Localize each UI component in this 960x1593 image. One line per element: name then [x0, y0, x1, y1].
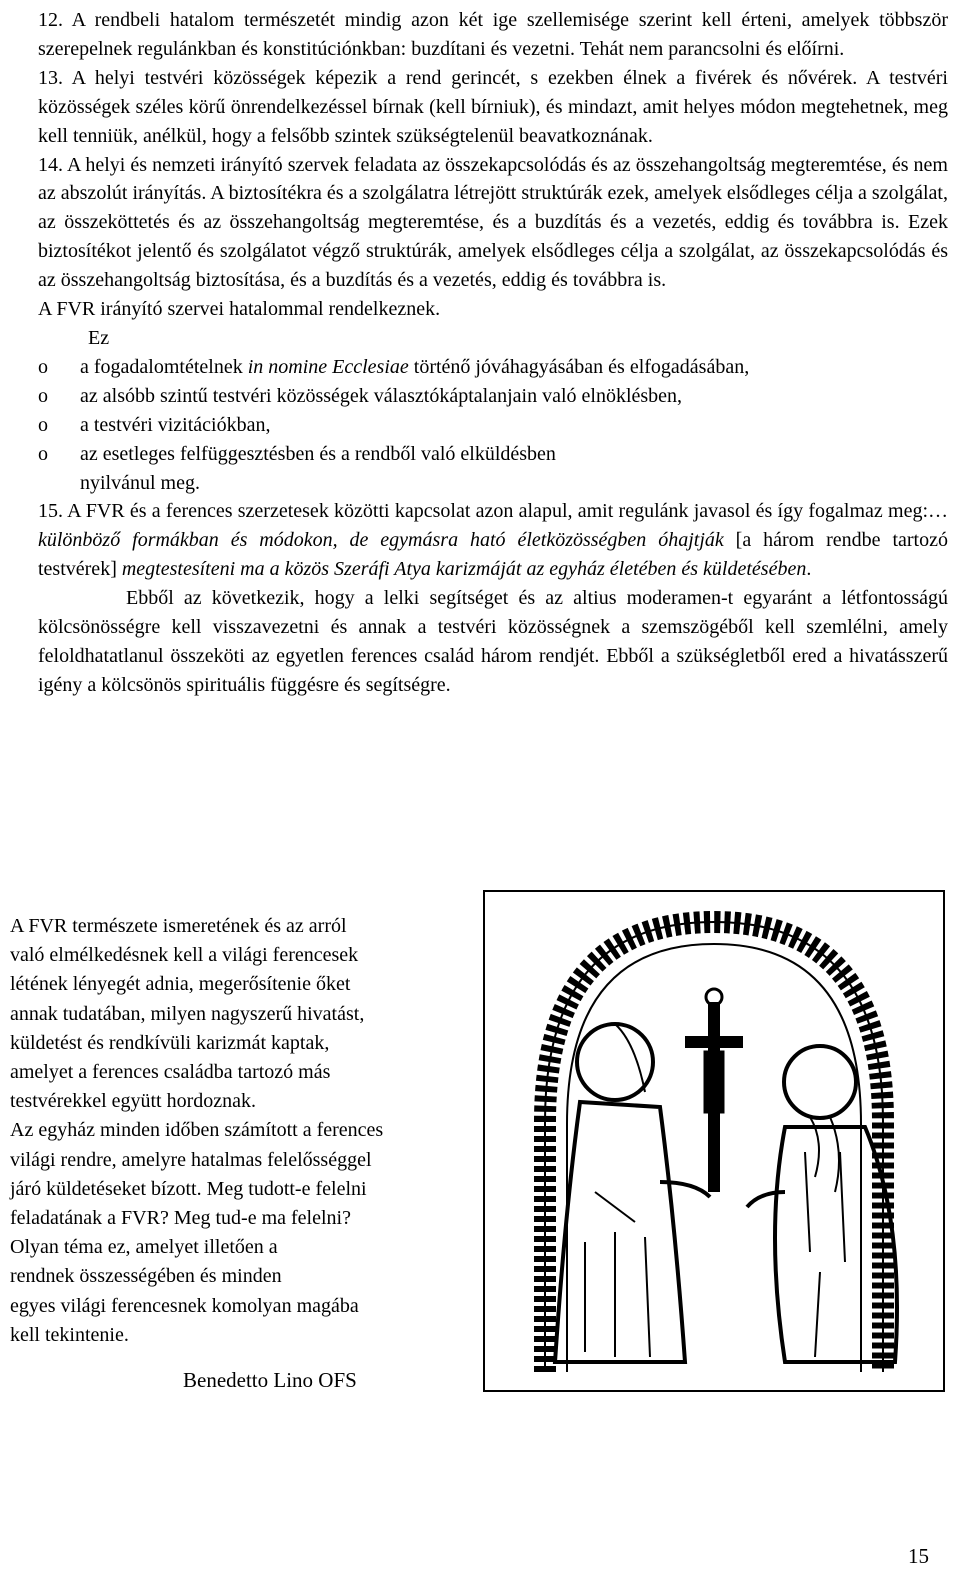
fvr-power-text: A FVR irányító szervei hatalommal rendelkeznek.	[38, 298, 441, 321]
sidebar-line: testvérekkel együtt hordoznak.	[10, 1090, 257, 1113]
paragraph-16: Ebből az következik, hogy a lelki segítséget és az altius moderamen-t egyaránt a létfontosságú kölcsönösségre kell visszavezetni és annak a testvéri közösségnek a szemszögéből kell szemlélni, amely feloldhatatlanul összeköti az egyetlen ferences család három rendjét. Ebből a szükségletből ered a hivatásszerű igény a kölcsönös spirituális függésre és segítségre.	[38, 587, 948, 696]
sidebar-line: amelyet a ferences családba tartozó más	[10, 1061, 331, 1084]
signature: Benedetto Lino OFS	[183, 1368, 357, 1392]
list-bullet: o	[38, 413, 48, 436]
fvr-power-line	[38, 295, 948, 324]
sidebar-line: való elmélkedésnek kell a világi ferencesek	[10, 944, 359, 967]
manifest-line: nyilvánul meg.	[80, 471, 200, 494]
list-item-text: a testvéri vizitációkban,	[80, 413, 271, 436]
list-bullet: o	[38, 442, 48, 465]
woodcut-figure	[483, 890, 945, 1392]
list-item	[38, 411, 948, 440]
paragraph-12: 12. A rendbeli hatalom természetét mindig azon két ige szellemisége szerint kell érteni, amelyek többször szerepelnek regulánkban és konstitúciónkban: buzdítani és vezetni. Tehát nem parancsolni és előírni.	[38, 9, 948, 60]
sidebar-line: létének lényegét adnia, megerősítenie őket	[10, 973, 351, 996]
list-item-italic: in nomine Ecclesiae	[247, 355, 409, 378]
list-item-text: az alsóbb szintű testvéri közösségek választókáptalanjain való elnöklésben,	[80, 384, 683, 407]
paragraph-15-italic-b: megtestesíteni ma a közös Szeráfi Atya karizmáját az egyház életében és küldetésében	[121, 558, 807, 581]
sidebar-line: Az egyház minden időben számított a ferences	[10, 1119, 384, 1142]
list-bullet: o	[38, 355, 48, 378]
paragraph-15-bracket: [a három rendbe tartozó testvérek]	[38, 529, 948, 581]
list-item	[38, 382, 948, 411]
sidebar-line: feladatának a FVR? Meg tud-e ma felelni?	[10, 1207, 351, 1230]
paragraph-14: 14. A helyi és nemzeti irányító szervek feladata az összekapcsolódás és az összehangoltság megteremtése, és nem az abszolút irányítás. A biztosítékra és a szolgálatra létrejött struktúrák ezek, amelyek elsődleges célja a szolgálat, az összeköttetés és az összehangoltság megteremtése, és a buzdítás és a vezetés, eddig és továbbra is. Ezek biztosítékot jelentő és szolgálatot végző struktúrák, amelyek elsődleges célja a szolgálat, az összekapcsolódás és az összehangoltság biztosítása, és a buzdítás és a vezetés, eddig és továbbra is.	[38, 153, 948, 292]
ez-line: Ez	[88, 326, 110, 349]
main-text	[38, 6, 948, 700]
sidebar-line: rendnek összességében és minden	[10, 1265, 282, 1288]
list-item	[38, 440, 948, 469]
list-item-text-end: történő jóváhagyásában és elfogadásában,	[408, 355, 750, 378]
sidebar-line: A FVR természete ismeretének és az arról	[10, 915, 347, 937]
sidebar-line: Olyan téma ez, amelyet illetően a	[10, 1236, 278, 1259]
page-number: 15	[908, 1544, 929, 1568]
paragraph-15-italic-a: különböző formákban és módokon, de egymásra ható életközösségben óhajtják	[38, 529, 724, 552]
list-item-text: az esetleges felfüggesztésben és a rendből való elküldésben	[80, 442, 556, 465]
sidebar-line: járó küldetéseket bízott. Meg tudott-e felelni	[10, 1177, 367, 1200]
sidebar-line: kell tekintenie.	[10, 1323, 129, 1346]
paragraph-15	[38, 497, 948, 584]
paragraph-15-end: .	[806, 558, 812, 581]
sidebar-line: egyes világi ferencesnek komolyan magába	[10, 1294, 359, 1317]
paragraph-15-text: 15. A FVR és a ferences szerzetesek közötti kapcsolat azon alapul, amit regulánk javasol és így fogalmaz meg:…	[38, 500, 948, 523]
woodcut-illustration-icon	[485, 892, 943, 1390]
list-bullet: o	[38, 384, 48, 407]
sidebar-quote	[10, 912, 480, 1350]
list-item	[38, 353, 948, 382]
sidebar-line: világi rendre, amelyre hatalmas felelősséggel	[10, 1148, 372, 1171]
sidebar-line: annak tudatában, milyen nagyszerű hivatást,	[10, 1002, 365, 1025]
paragraph-13: 13. A helyi testvéri közösségek képezik a rend gerincét, s ezekben élnek a fivérek és nővérek. A testvéri közösségek széles körű önrendelkezéssel bírnak (kell bírniuk), és mindazt, amit helyes módon megtehetnek, meg kell tenniük, anélkül, hogy a felsőbb szintek szükségtelenül beavatkoznának.	[38, 66, 948, 147]
sidebar-line: küldetést és rendkívüli karizmát kaptak,	[10, 1031, 330, 1054]
list-item-text: a fogadalomtételnek	[80, 355, 248, 378]
